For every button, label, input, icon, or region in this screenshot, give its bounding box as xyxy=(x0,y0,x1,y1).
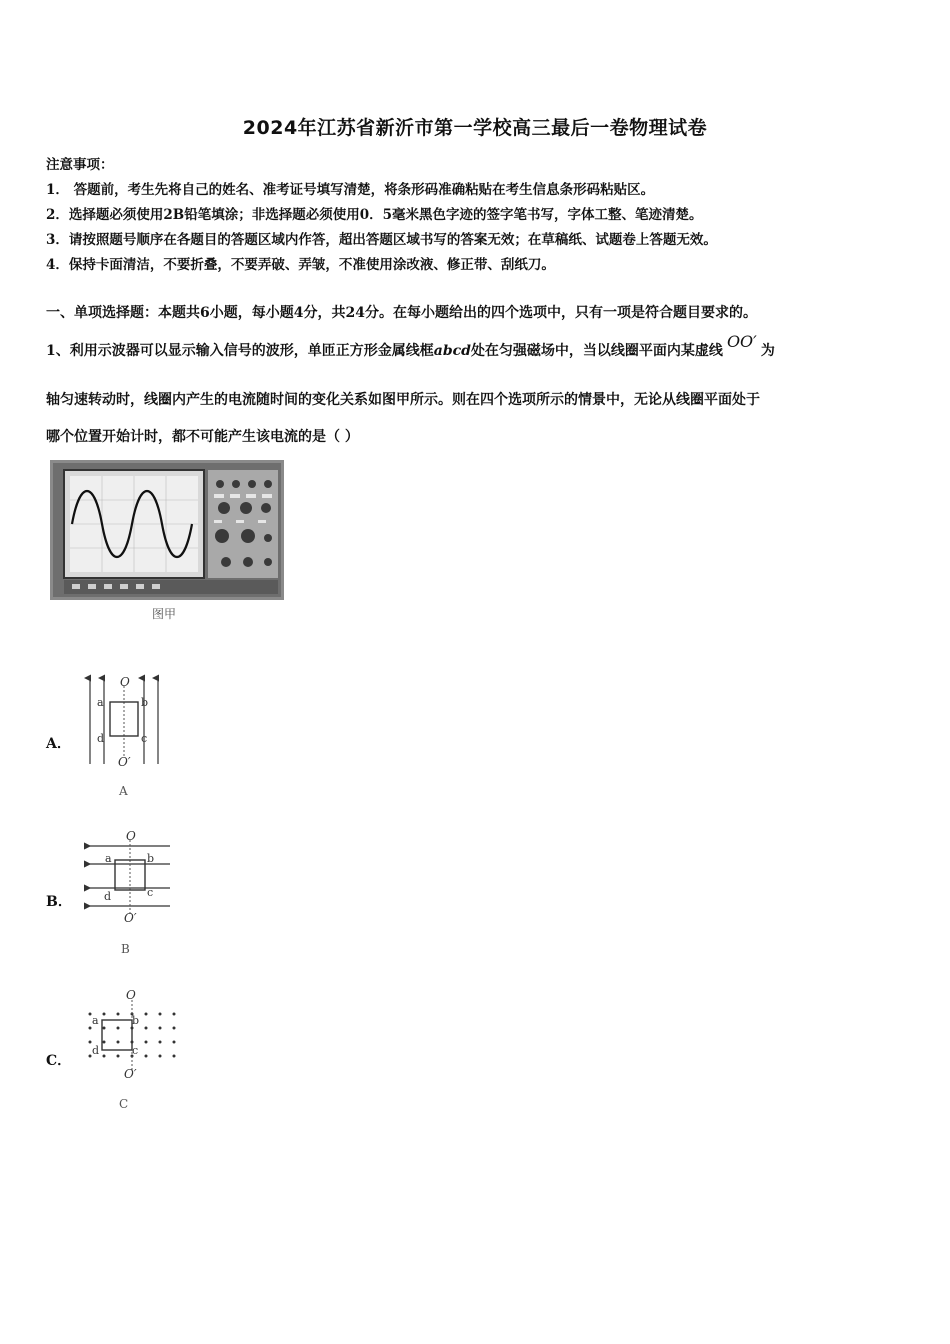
label-o: O xyxy=(126,988,136,1002)
wire-loop xyxy=(102,1020,132,1050)
figure-caption: 图甲 xyxy=(152,607,177,621)
question-1-axis: OO′ xyxy=(726,332,757,351)
option-c-diagram xyxy=(82,986,182,1086)
option-b-letter: B． xyxy=(46,894,72,910)
notice-heading: 注意事项： xyxy=(46,157,114,173)
oscilloscope-photo xyxy=(50,460,284,600)
label-o-prime: O′ xyxy=(124,1067,137,1081)
label-c: c xyxy=(132,1044,139,1057)
notice-item-3: 3．请按照题号顺序在各题目的答题区域内作答，超出答题区域书写的答案无效；在草稿纸、试题卷上答题无效。 xyxy=(46,232,717,248)
question-1-line-3: 哪个位置开始计时，都不可能产生该电流的是（ ） xyxy=(46,429,359,445)
option-b-diagram xyxy=(82,826,178,926)
label-a: a xyxy=(105,852,112,865)
question-1-abcd: abcd xyxy=(433,343,471,359)
label-d: d xyxy=(97,732,105,745)
label-o: O xyxy=(126,829,136,843)
option-c-letter: C． xyxy=(46,1053,72,1069)
label-c: c xyxy=(147,886,154,899)
label-o-prime: O′ xyxy=(118,755,131,769)
question-1-text-a: 1、利用示波器可以显示输入信号的波形，单匝正方形金属线框 xyxy=(46,343,434,359)
label-d: d xyxy=(92,1044,100,1057)
notice-item-2: 2．选择题必须使用2B铅笔填涂；非选择题必须使用0．5毫米黑色字迹的签字笔书写，字体工整、笔迹清楚。 xyxy=(46,207,703,223)
label-b: b xyxy=(147,852,155,865)
label-b: b xyxy=(132,1014,140,1027)
label-b: b xyxy=(141,696,149,709)
option-a-diagram xyxy=(82,672,172,772)
option-b-caption: B xyxy=(121,942,130,956)
notice-item-4: 4．保持卡面清洁，不要折叠，不要弄破、弄皱，不准使用涂改液、修正带、刮纸刀。 xyxy=(46,257,555,273)
label-o: O xyxy=(120,675,130,689)
label-d: d xyxy=(104,890,112,903)
question-1-line-1 xyxy=(46,332,775,360)
section-heading: 一、单项选择题：本题共6小题，每小题4分，共24分。在每小题给出的四个选项中，只有一项是符合题目要求的。 xyxy=(46,305,757,321)
option-c-caption: C xyxy=(119,1097,129,1111)
page-title: 2024年江苏省新沂市第一学校高三最后一卷物理试卷 xyxy=(242,117,708,139)
question-1-text-c: 为 xyxy=(760,343,775,359)
label-c: c xyxy=(141,732,148,745)
question-1-text-b: 处在匀强磁场中，当以线圈平面内某虚线 xyxy=(470,343,723,359)
label-a: a xyxy=(92,1014,99,1027)
option-a-letter: A． xyxy=(46,736,71,752)
label-o-prime: O′ xyxy=(124,911,137,925)
question-1-line-2: 轴匀速转动时，线圈内产生的电流随时间的变化关系如图甲所示。则在四个选项所示的情景中，无论从线圈平面处于 xyxy=(46,392,760,408)
option-a-caption: A xyxy=(119,784,128,798)
notice-item-1: 1． 答题前，考生先将自己的姓名、准考证号填写清楚，将条形码准确粘贴在考生信息条形码粘贴区。 xyxy=(46,182,655,198)
label-a: a xyxy=(97,696,104,709)
